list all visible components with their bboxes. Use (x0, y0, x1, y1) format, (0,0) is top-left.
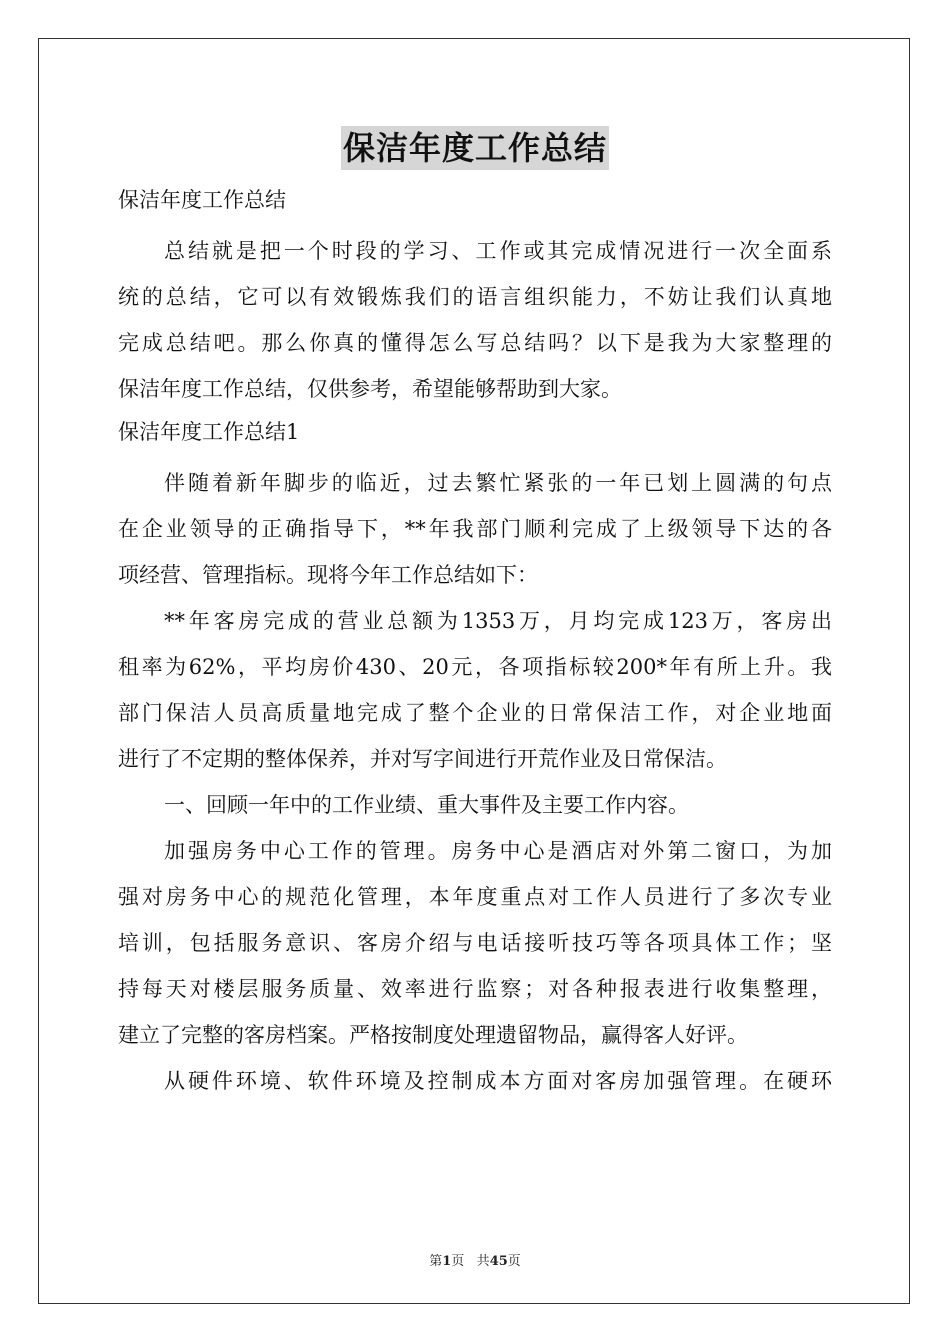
paragraph-line: **年客房完成的营业总额为1353万，月均完成123万，客房出 (164, 609, 832, 633)
paragraph-line: 强对房务中心的规范化管理，本年度重点对工作人员进行了多次专业 (118, 885, 832, 909)
paragraph-line: 加强房务中心工作的管理。房务中心是酒店对外第二窗口，为加 (164, 839, 832, 863)
paragraph-line: 完成总结吧。那么你真的懂得怎么写总结吗？以下是我为大家整理的 (118, 331, 832, 355)
paragraph-line: 租率为62%，平均房价430、20元，各项指标较200*年有所上升。我 (118, 655, 832, 679)
total-prefix: 共 (476, 1254, 490, 1269)
subsection-heading: 保洁年度工作总结1 (118, 420, 300, 444)
paragraph-1 (118, 460, 832, 598)
paragraph-line: 一、回顾一年中的工作业绩、重大事件及主要工作内容。 (164, 793, 689, 817)
paragraph-2 (118, 598, 832, 782)
total-suffix: 页 (507, 1254, 521, 1269)
paragraph-5 (118, 1058, 832, 1104)
document-body (118, 180, 832, 1104)
paragraph-line: 建立了完整的客房档案。严格按制度处理遗留物品，赢得客人好评。 (118, 1023, 748, 1047)
paragraph-line: 项经营、管理指标。现将今年工作总结如下： (118, 563, 538, 587)
paragraph-line: 进行了不定期的整体保养，并对写字间进行开荒作业及日常保洁。 (118, 747, 727, 771)
total-pages: 45 (489, 1254, 508, 1269)
paragraph-line: 培训，包括服务意识、客房介绍与电话接听技巧等各项具体工作；坚 (118, 931, 832, 955)
title-container (0, 126, 950, 170)
page-footer (0, 1250, 950, 1269)
paragraph-line: 部门保洁人员高质量地完成了整个企业的日常保洁工作，对企业地面 (118, 701, 832, 725)
paragraph-line: 在企业领导的正确指导下，**年我部门顺利完成了上级领导下达的各 (118, 517, 832, 541)
page-number: 1 (442, 1254, 452, 1269)
paragraph-line: 总结就是把一个时段的学习、工作或其完成情况进行一次全面系 (164, 239, 832, 263)
paragraph-4 (118, 828, 832, 1058)
paragraph-line: 从硬件环境、软件环境及控制成本方面对客房加强管理。在硬环 (164, 1069, 832, 1093)
paragraph-line: 持每天对楼层服务质量、效率进行监察；对各种报表进行收集整理， (118, 977, 832, 1001)
paragraph-3 (118, 782, 832, 828)
page-suffix: 页 (451, 1254, 465, 1269)
paragraph-line: 统的总结，它可以有效锻炼我们的语言组织能力，不妨让我们认真地 (118, 285, 832, 309)
page-prefix: 第 (429, 1254, 443, 1269)
paragraph-line: 保洁年度工作总结，仅供参考，希望能够帮助到大家。 (118, 377, 622, 401)
document-title: 保洁年度工作总结 (341, 126, 609, 170)
section-heading: 保洁年度工作总结 (118, 188, 286, 212)
paragraph-line: 伴随着新年脚步的临近，过去繁忙紧张的一年已划上圆满的句点 (164, 471, 832, 495)
intro-paragraph (118, 228, 832, 412)
